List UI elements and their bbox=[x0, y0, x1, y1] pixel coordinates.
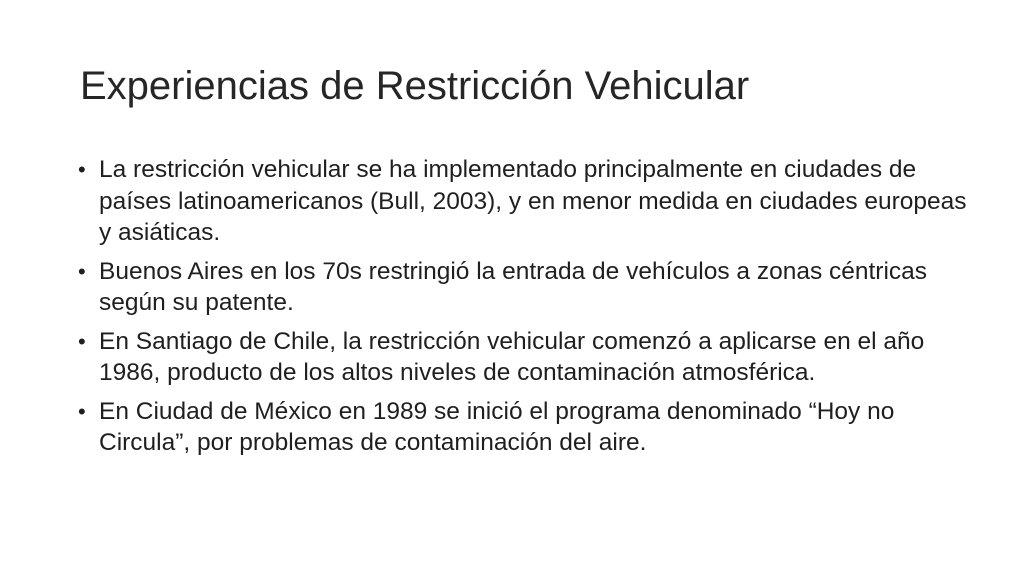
bullet-icon: • bbox=[78, 328, 86, 354]
bullet-icon: • bbox=[78, 398, 86, 424]
bullet-text: Buenos Aires en los 70s restringió la entrada de vehículos a zonas céntricas según su patente. bbox=[99, 257, 928, 316]
bullet-item bbox=[78, 326, 968, 389]
bullet-icon: • bbox=[78, 157, 86, 182]
bullet-item bbox=[78, 396, 968, 459]
bullet-item bbox=[78, 154, 968, 249]
bullet-text: En Santiago de Chile, la restricción vehicular comenzó a aplicarse en el año 1986, producto de los altos niveles de contaminación atmosférica. bbox=[99, 327, 925, 386]
bullet-item bbox=[78, 256, 968, 319]
slide-title: Experiencias de Restricción Vehicular bbox=[80, 64, 750, 108]
bullet-text: En Ciudad de México en 1989 se inició el programa denominado “Hoy no Circula”, por problemas de contaminación del aire. bbox=[99, 397, 895, 456]
bullet-text: La restricción vehicular se ha implementado principalmente en ciudades de países latinoamericanos (Bull, 2003), y en menor medida en ciudades europeas y asiáticas. bbox=[99, 156, 967, 246]
bullet-icon: • bbox=[78, 258, 86, 284]
bullet-list bbox=[78, 154, 968, 466]
